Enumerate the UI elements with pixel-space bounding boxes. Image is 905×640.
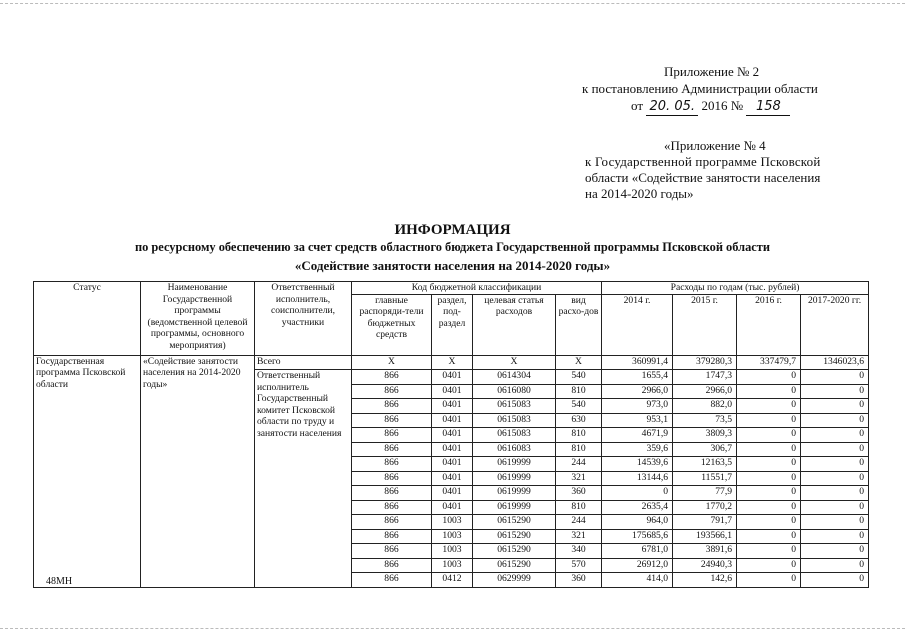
table-cell: 0 bbox=[801, 384, 869, 399]
status-cell: Государственная программа Псковской области bbox=[34, 355, 141, 587]
header-status: Статус bbox=[34, 282, 141, 356]
table-cell: 1346023,6 bbox=[801, 355, 869, 370]
table-cell: 0 bbox=[801, 399, 869, 414]
header-responsible: Ответственный исполнитель, соисполнители, участники bbox=[255, 282, 352, 356]
table-cell: 810 bbox=[556, 428, 602, 443]
table-cell: 540 bbox=[556, 399, 602, 414]
table-cell: 0615290 bbox=[473, 558, 556, 573]
subheader-expense-type: вид расхо-дов bbox=[556, 294, 602, 355]
table-cell: 0 bbox=[737, 573, 801, 588]
table-cell: 379280,3 bbox=[673, 355, 737, 370]
table-cell: 14539,6 bbox=[602, 457, 673, 472]
subheader-2015: 2015 г. bbox=[673, 294, 737, 355]
table-cell: 0 bbox=[801, 486, 869, 501]
header-expenses: Расходы по годам (тыс. рублей) bbox=[602, 282, 869, 295]
table-cell: 973,0 bbox=[602, 399, 673, 414]
table-cell: 0401 bbox=[432, 413, 473, 428]
table-cell: 0 bbox=[737, 544, 801, 559]
table-cell: 3891,6 bbox=[673, 544, 737, 559]
table-cell: 0 bbox=[801, 413, 869, 428]
table-cell: 866 bbox=[352, 413, 432, 428]
table-cell: 0401 bbox=[432, 384, 473, 399]
table-cell: 0619999 bbox=[473, 471, 556, 486]
table-cell: 810 bbox=[556, 442, 602, 457]
table-cell: 0615083 bbox=[473, 413, 556, 428]
table-cell: 0 bbox=[737, 500, 801, 515]
top-scan-edge bbox=[0, 3, 905, 5]
table-cell: 0615290 bbox=[473, 544, 556, 559]
table-cell: 0 bbox=[737, 457, 801, 472]
table-cell: 0616083 bbox=[473, 442, 556, 457]
table-cell: 630 bbox=[556, 413, 602, 428]
table-cell: 0 bbox=[737, 384, 801, 399]
doc-title-line2: «Содействие занятости населения на 2014-2020 годы» bbox=[294, 258, 611, 273]
appendix-2-title: Приложение № 2 bbox=[664, 64, 760, 79]
table-cell: 0 bbox=[801, 457, 869, 472]
table-cell: 810 bbox=[556, 384, 602, 399]
table-cell: 866 bbox=[352, 457, 432, 472]
table-cell: 321 bbox=[556, 529, 602, 544]
table-cell: 0 bbox=[737, 428, 801, 443]
table-cell: 11551,7 bbox=[673, 471, 737, 486]
table-cell: 866 bbox=[352, 399, 432, 414]
table-cell: 2966,0 bbox=[673, 384, 737, 399]
table-cell: 1003 bbox=[432, 544, 473, 559]
header-name: Наименование Государственной программы (ведомственной целевой программы, основного мероприятия) bbox=[141, 282, 255, 356]
table-cell: 2966,0 bbox=[602, 384, 673, 399]
table-cell: 866 bbox=[352, 544, 432, 559]
table-cell: 0401 bbox=[432, 486, 473, 501]
doc-heading: ИНФОРМАЦИЯ bbox=[394, 222, 511, 238]
table-cell: 0 bbox=[801, 529, 869, 544]
table-cell: 866 bbox=[352, 558, 432, 573]
table-cell: X bbox=[432, 355, 473, 370]
table-cell: 0 bbox=[737, 558, 801, 573]
table-cell: 791,7 bbox=[673, 515, 737, 530]
table-cell: 0 bbox=[737, 399, 801, 414]
table-cell: 0 bbox=[737, 486, 801, 501]
table-cell: 0619999 bbox=[473, 500, 556, 515]
table-cell: 360991,4 bbox=[602, 355, 673, 370]
table-row bbox=[34, 355, 869, 370]
header-budget-code: Код бюджетной классификации bbox=[352, 282, 602, 295]
subheader-2014: 2014 г. bbox=[602, 294, 673, 355]
appendix-4-line3: области «Содействие занятости населения bbox=[585, 170, 821, 185]
appendix-4-line2: к Государственной программе Псковской bbox=[585, 154, 821, 169]
resource-table bbox=[33, 281, 869, 588]
table-cell: 1747,3 bbox=[673, 370, 737, 385]
date-prefix: от bbox=[631, 98, 644, 113]
table-cell: 0 bbox=[801, 370, 869, 385]
subheader-2016: 2016 г. bbox=[737, 294, 801, 355]
table-cell: 866 bbox=[352, 515, 432, 530]
subheader-section: раздел, под-раздел bbox=[432, 294, 473, 355]
doc-title-line1: по ресурсному обеспечению за счет средств областного бюджета Государственной программы Псковской области bbox=[134, 240, 771, 254]
table-cell: 1003 bbox=[432, 529, 473, 544]
table-cell: 193566,1 bbox=[673, 529, 737, 544]
appendix-2-date-line bbox=[631, 98, 790, 116]
table-cell: 964,0 bbox=[602, 515, 673, 530]
table-cell: 337479,7 bbox=[737, 355, 801, 370]
table-cell: 244 bbox=[556, 515, 602, 530]
table-cell: 866 bbox=[352, 384, 432, 399]
table-cell: 0401 bbox=[432, 370, 473, 385]
table-cell: 2635,4 bbox=[602, 500, 673, 515]
table-cell: 0619999 bbox=[473, 457, 556, 472]
subheader-2017-2020: 2017-2020 гг. bbox=[801, 294, 869, 355]
table-cell: 882,0 bbox=[673, 399, 737, 414]
table-cell: 0 bbox=[737, 413, 801, 428]
table-cell: 24940,3 bbox=[673, 558, 737, 573]
table-cell: 866 bbox=[352, 442, 432, 457]
table-cell: 0401 bbox=[432, 442, 473, 457]
table-cell: 6781,0 bbox=[602, 544, 673, 559]
table-cell: 360 bbox=[556, 573, 602, 588]
table-cell: 0 bbox=[737, 471, 801, 486]
table-cell: 0412 bbox=[432, 573, 473, 588]
appendix-4-title: «Приложение № 4 bbox=[664, 138, 766, 153]
table-cell: 0 bbox=[602, 486, 673, 501]
table-cell: 0401 bbox=[432, 428, 473, 443]
table-cell: 866 bbox=[352, 500, 432, 515]
table-cell: 0 bbox=[737, 529, 801, 544]
table-cell: 0401 bbox=[432, 471, 473, 486]
table-cell: 0 bbox=[801, 500, 869, 515]
table-cell: 142,6 bbox=[673, 573, 737, 588]
handwritten-date: 20. 05. bbox=[646, 99, 698, 116]
table-cell: 0 bbox=[737, 442, 801, 457]
table-cell: 866 bbox=[352, 471, 432, 486]
table-cell: 26912,0 bbox=[602, 558, 673, 573]
table-cell: 0 bbox=[737, 370, 801, 385]
table-cell: 0401 bbox=[432, 399, 473, 414]
table-cell: 359,6 bbox=[602, 442, 673, 457]
table-cell: 0614304 bbox=[473, 370, 556, 385]
table-cell: 4671,9 bbox=[602, 428, 673, 443]
footer-code: 48МН bbox=[46, 576, 73, 587]
table-cell: 866 bbox=[352, 428, 432, 443]
responsible-main-cell: Ответственный исполнитель Государственный комитет Псковской области по труду и занятости населения bbox=[255, 370, 352, 588]
table-cell: 0 bbox=[801, 428, 869, 443]
table-cell: 570 bbox=[556, 558, 602, 573]
subheader-grbs: главные распоряди-тели бюджетных средств bbox=[352, 294, 432, 355]
table-cell: 360 bbox=[556, 486, 602, 501]
table-cell: 0 bbox=[801, 471, 869, 486]
table-cell: 810 bbox=[556, 500, 602, 515]
table-cell: 0 bbox=[801, 442, 869, 457]
table-cell: 73,5 bbox=[673, 413, 737, 428]
table-cell: 0 bbox=[801, 515, 869, 530]
table-cell: 244 bbox=[556, 457, 602, 472]
table-cell: 0629999 bbox=[473, 573, 556, 588]
handwritten-number: 158 bbox=[746, 99, 790, 116]
table-cell: 12163,5 bbox=[673, 457, 737, 472]
bottom-scan-edge bbox=[0, 628, 905, 630]
table-cell: 866 bbox=[352, 529, 432, 544]
table-cell: 953,1 bbox=[602, 413, 673, 428]
table-cell: 866 bbox=[352, 370, 432, 385]
table-cell: 1655,4 bbox=[602, 370, 673, 385]
table-cell: X bbox=[556, 355, 602, 370]
table-cell: 0615083 bbox=[473, 399, 556, 414]
table-cell: 0615290 bbox=[473, 529, 556, 544]
table-cell: X bbox=[473, 355, 556, 370]
table-cell: 0615083 bbox=[473, 428, 556, 443]
table-cell: 3809,3 bbox=[673, 428, 737, 443]
table-cell: 0619999 bbox=[473, 486, 556, 501]
appendix-2-resolution: к постановлению Администрации области bbox=[582, 81, 818, 96]
table-cell: 340 bbox=[556, 544, 602, 559]
table-cell: 1770,2 bbox=[673, 500, 737, 515]
table-cell: 0401 bbox=[432, 457, 473, 472]
table-cell: 0615290 bbox=[473, 515, 556, 530]
table-cell: 0 bbox=[801, 544, 869, 559]
date-year: 2016 № bbox=[701, 98, 744, 113]
subheader-target-article: целевая статья расходов bbox=[473, 294, 556, 355]
table-cell: 77,9 bbox=[673, 486, 737, 501]
table-cell: 1003 bbox=[432, 515, 473, 530]
table-cell: 175685,6 bbox=[602, 529, 673, 544]
table-cell: 0 bbox=[737, 515, 801, 530]
table-cell: 13144,6 bbox=[602, 471, 673, 486]
table-cell: 414,0 bbox=[602, 573, 673, 588]
appendix-4-line4: на 2014-2020 годы» bbox=[585, 186, 694, 201]
table-cell: 306,7 bbox=[673, 442, 737, 457]
table-cell: 321 bbox=[556, 471, 602, 486]
table-cell: 0 bbox=[801, 558, 869, 573]
table-cell: 866 bbox=[352, 573, 432, 588]
table-cell: 866 bbox=[352, 486, 432, 501]
table-cell: 1003 bbox=[432, 558, 473, 573]
table-cell: 0616080 bbox=[473, 384, 556, 399]
table-cell: 0 bbox=[801, 573, 869, 588]
program-name-cell: «Содействие занятости населения на 2014-2020 годы» bbox=[141, 355, 255, 587]
table-cell: 0401 bbox=[432, 500, 473, 515]
table-cell: X bbox=[352, 355, 432, 370]
table-cell: 540 bbox=[556, 370, 602, 385]
responsible-total-cell: Всего bbox=[255, 355, 352, 370]
